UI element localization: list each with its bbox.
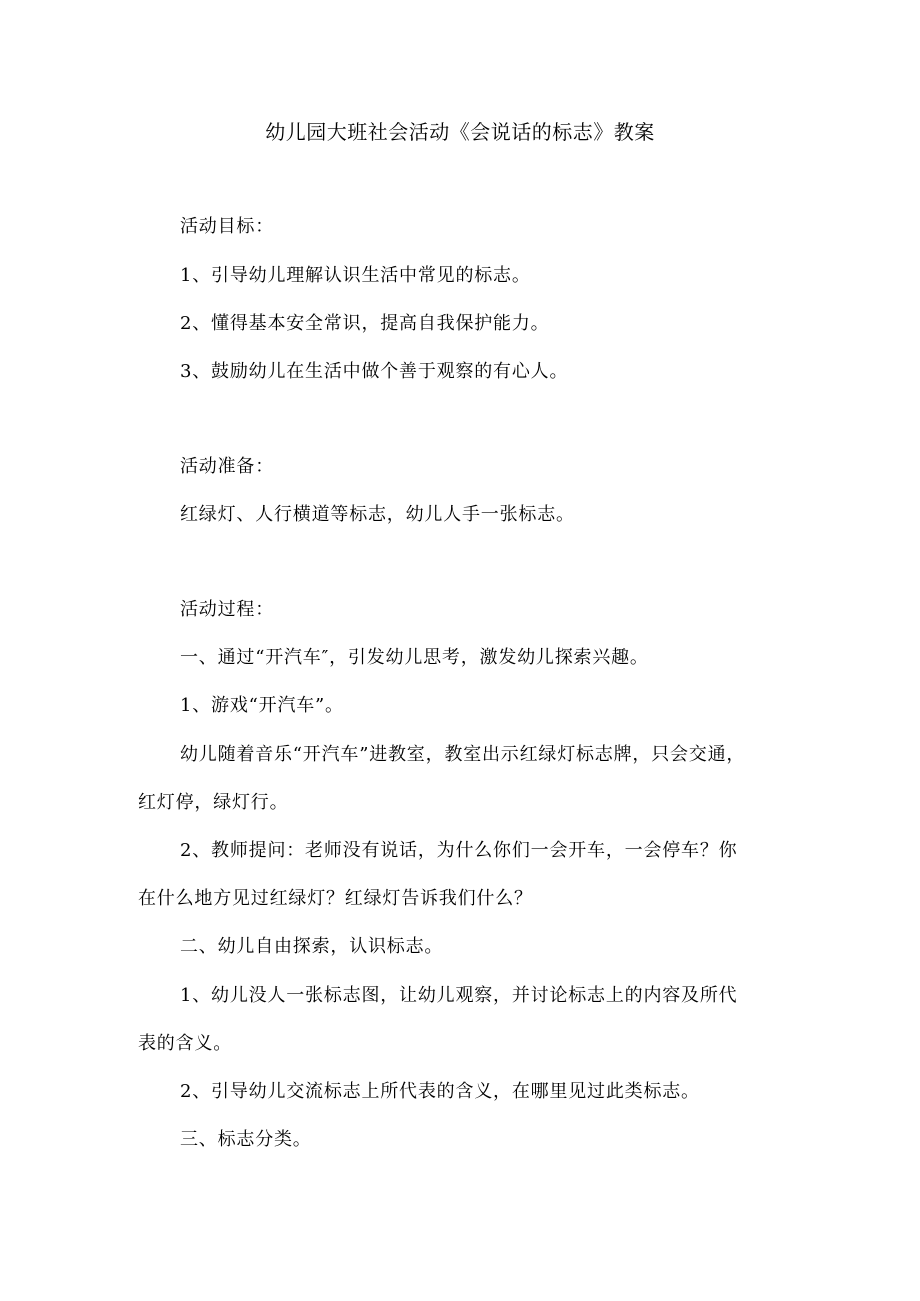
preparation-text: 红绿灯、人行横道等标志，幼儿人手一张标志。 [180,504,575,525]
goal-item-1: 1、引导幼儿理解认识生活中常见的标志。 [180,265,531,286]
section-heading-process: 活动过程： [180,599,274,620]
process-paragraph-line: 在什么地方见过红绿灯？红绿灯告诉我们什么？ [138,888,533,909]
goal-item-3: 3、鼓励幼儿在生活中做个善于观察的有心人。 [180,361,569,382]
process-step-1-heading: 一、通过“开汽车″，引发幼儿思考，激发幼儿探索兴趣。 [180,647,649,668]
process-step-2-item-2: 2、引导幼儿交流标志上所代表的含义，在哪里见过此类标志。 [180,1081,700,1102]
section-heading-preparation: 活动准备： [180,456,274,477]
process-paragraph-line: 红灯停，绿灯行。 [138,792,289,813]
document-title: 幼儿园大班社会活动《会说话的标志》教案 [265,120,655,144]
process-step-3-heading: 三、标志分类。 [180,1129,312,1150]
process-paragraph-line: 幼儿随着音乐“开汽车”进教室，教室出示红绿灯标志牌，只会交通， [180,744,746,765]
process-step-1-item-1: 1、游戏“开汽车”。 [180,695,344,716]
process-step-2-heading: 二、幼儿自由探索，认识标志。 [180,936,444,957]
process-paragraph-line: 1、幼儿没人一张标志图，让幼儿观察，并讨论标志上的内容及所代 [180,985,738,1006]
process-paragraph-line: 表的含义。 [138,1033,232,1054]
process-paragraph-line: 2、教师提问：老师没有说话，为什么你们一会开车，一会停车？你 [180,840,738,861]
section-heading-goals: 活动目标： [180,216,274,237]
goal-item-2: 2、懂得基本安全常识，提高自我保护能力。 [180,313,550,334]
